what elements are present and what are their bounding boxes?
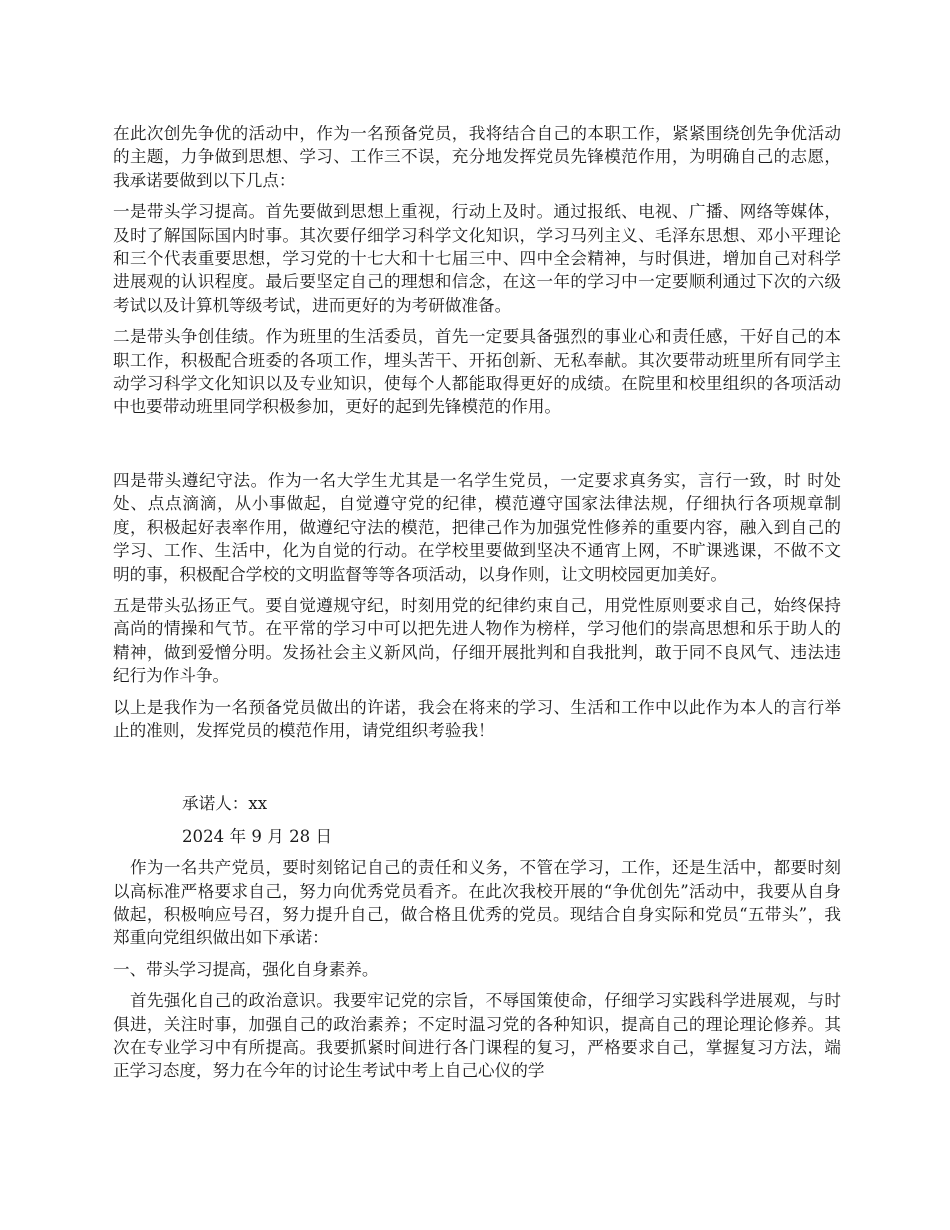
paragraph-integrity: 五是带头弘扬正气。要自觉遵规守纪，时刻用党的纪律约束自己，用党性原则要求自己，始终保持高尚的情操和气节。在平常的学习中可以把先进人物作为榜样，学习他们的崇高思想和乐于助人的精神，做到爱憎分明。发扬社会主义新风尚，仔细开展批判和自我批判，敢于同不良风气、违法违纪行为作斗争。 [113,595,841,686]
section-heading-study: 一、带头学习提高，强化自身素养。 [113,959,379,979]
signature-date: 2024 年 9 月 28 日 [182,826,333,846]
document-page [113,122,841,1083]
paragraph-achievement: 二是带头争创佳绩。作为班里的生活委员，首先一定要具备强烈的事业心和责任感，干好自己的本职工作，积极配合班委的各项工作，埋头苦干、开拓创新、无私奉献。其次要带动班里所有同学主动学习科学文化知识以及专业知识，使每个人都能取得更好的成绩。在院里和校里组织的各项活动中也要带动班里同学积极参加，更好的起到先锋模范的作用。 [113,327,841,417]
paragraph-conclusion: 以上是我作为一名预备党员做出的许诺，我会在将来的学习、生活和工作中以此作为本人的言行举止的准则，发挥党员的模范作用，请党组织考验我！ [113,697,841,740]
paragraph-discipline: 四是带头遵纪守法。作为一名大学生尤其是一名学生党员，一定要求真务实，言行一致，时 时处处、点点滴滴，从小事做起，自觉遵守党的纪律，模范遵守国家法律法规，仔细执行各项规章制度，积极起好表率作用，做遵纪守法的模范，把律己作为加强党性修养的重要内容，融入到自己的学习、工作、生活中，化为自觉的行动。在学校里要做到坚决不通宵上网，不旷课逃课，不做不文明的事，积极配合学校的文明监督等等各项活动，以身作则，让文明校园更加美好。 [113,470,841,584]
paragraph-study: 一是带头学习提高。首先要做到思想上重视，行动上及时。通过报纸、电视、广播、网络等媒体，及时了解国际国内时事。其次要仔细学习科学文化知识，学习马列主义、毛泽东思想、邓小平理论和三个代表重要思想，学习党的十七大和十七届三中、四中全会精神，与时俱进，增加自己对科学进展观的认识程度。最后要坚定自己的理想和信念，在这一年的学习中一定要顺利通过下次的六级考试以及计算机等级考试，进而更好的为考研做准备。 [113,202,841,315]
paragraph-intro: 在此次创先争优的活动中，作为一名预备党员，我将结合自己的本职工作，紧紧围绕创先争优活动的主题，力争做到思想、学习、工作三不误，充分地发挥党员先锋模范作用，为明确自己的志愿，我承诺要做到以下几点： [113,124,841,190]
paragraph-second-intro: 作为一名共产党员，要时刻铭记自己的责任和义务，不管在学习，工作，还是生活中，都要时刻以高标准严格要求自己，努力向优秀党员看齐。在此次我校开展的“争优创先”活动中，我要从自身做起，积极响应号召，努力提升自己，做合格且优秀的党员。现结合自身实际和党员“五带头”，我郑重向党组织做出如下承诺： [113,858,841,948]
paragraph-political-awareness: 首先强化自己的政治意识。我要牢记党的宗旨，不辱国策使命，仔细学习实践科学进展观，与时俱进，关注时事，加强自己的政治素养；不定时温习党的各种知识，提高自己的理论理论修养。其次在专业学习中有所提高。我要抓紧时间进行各门课程的复习，严格要求自己，掌握复习方法，端正学习态度，努力在今年的讨论生考试中考上自己心仪的学 [113,991,841,1081]
signature-signer: 承诺人：xx [182,794,268,814]
